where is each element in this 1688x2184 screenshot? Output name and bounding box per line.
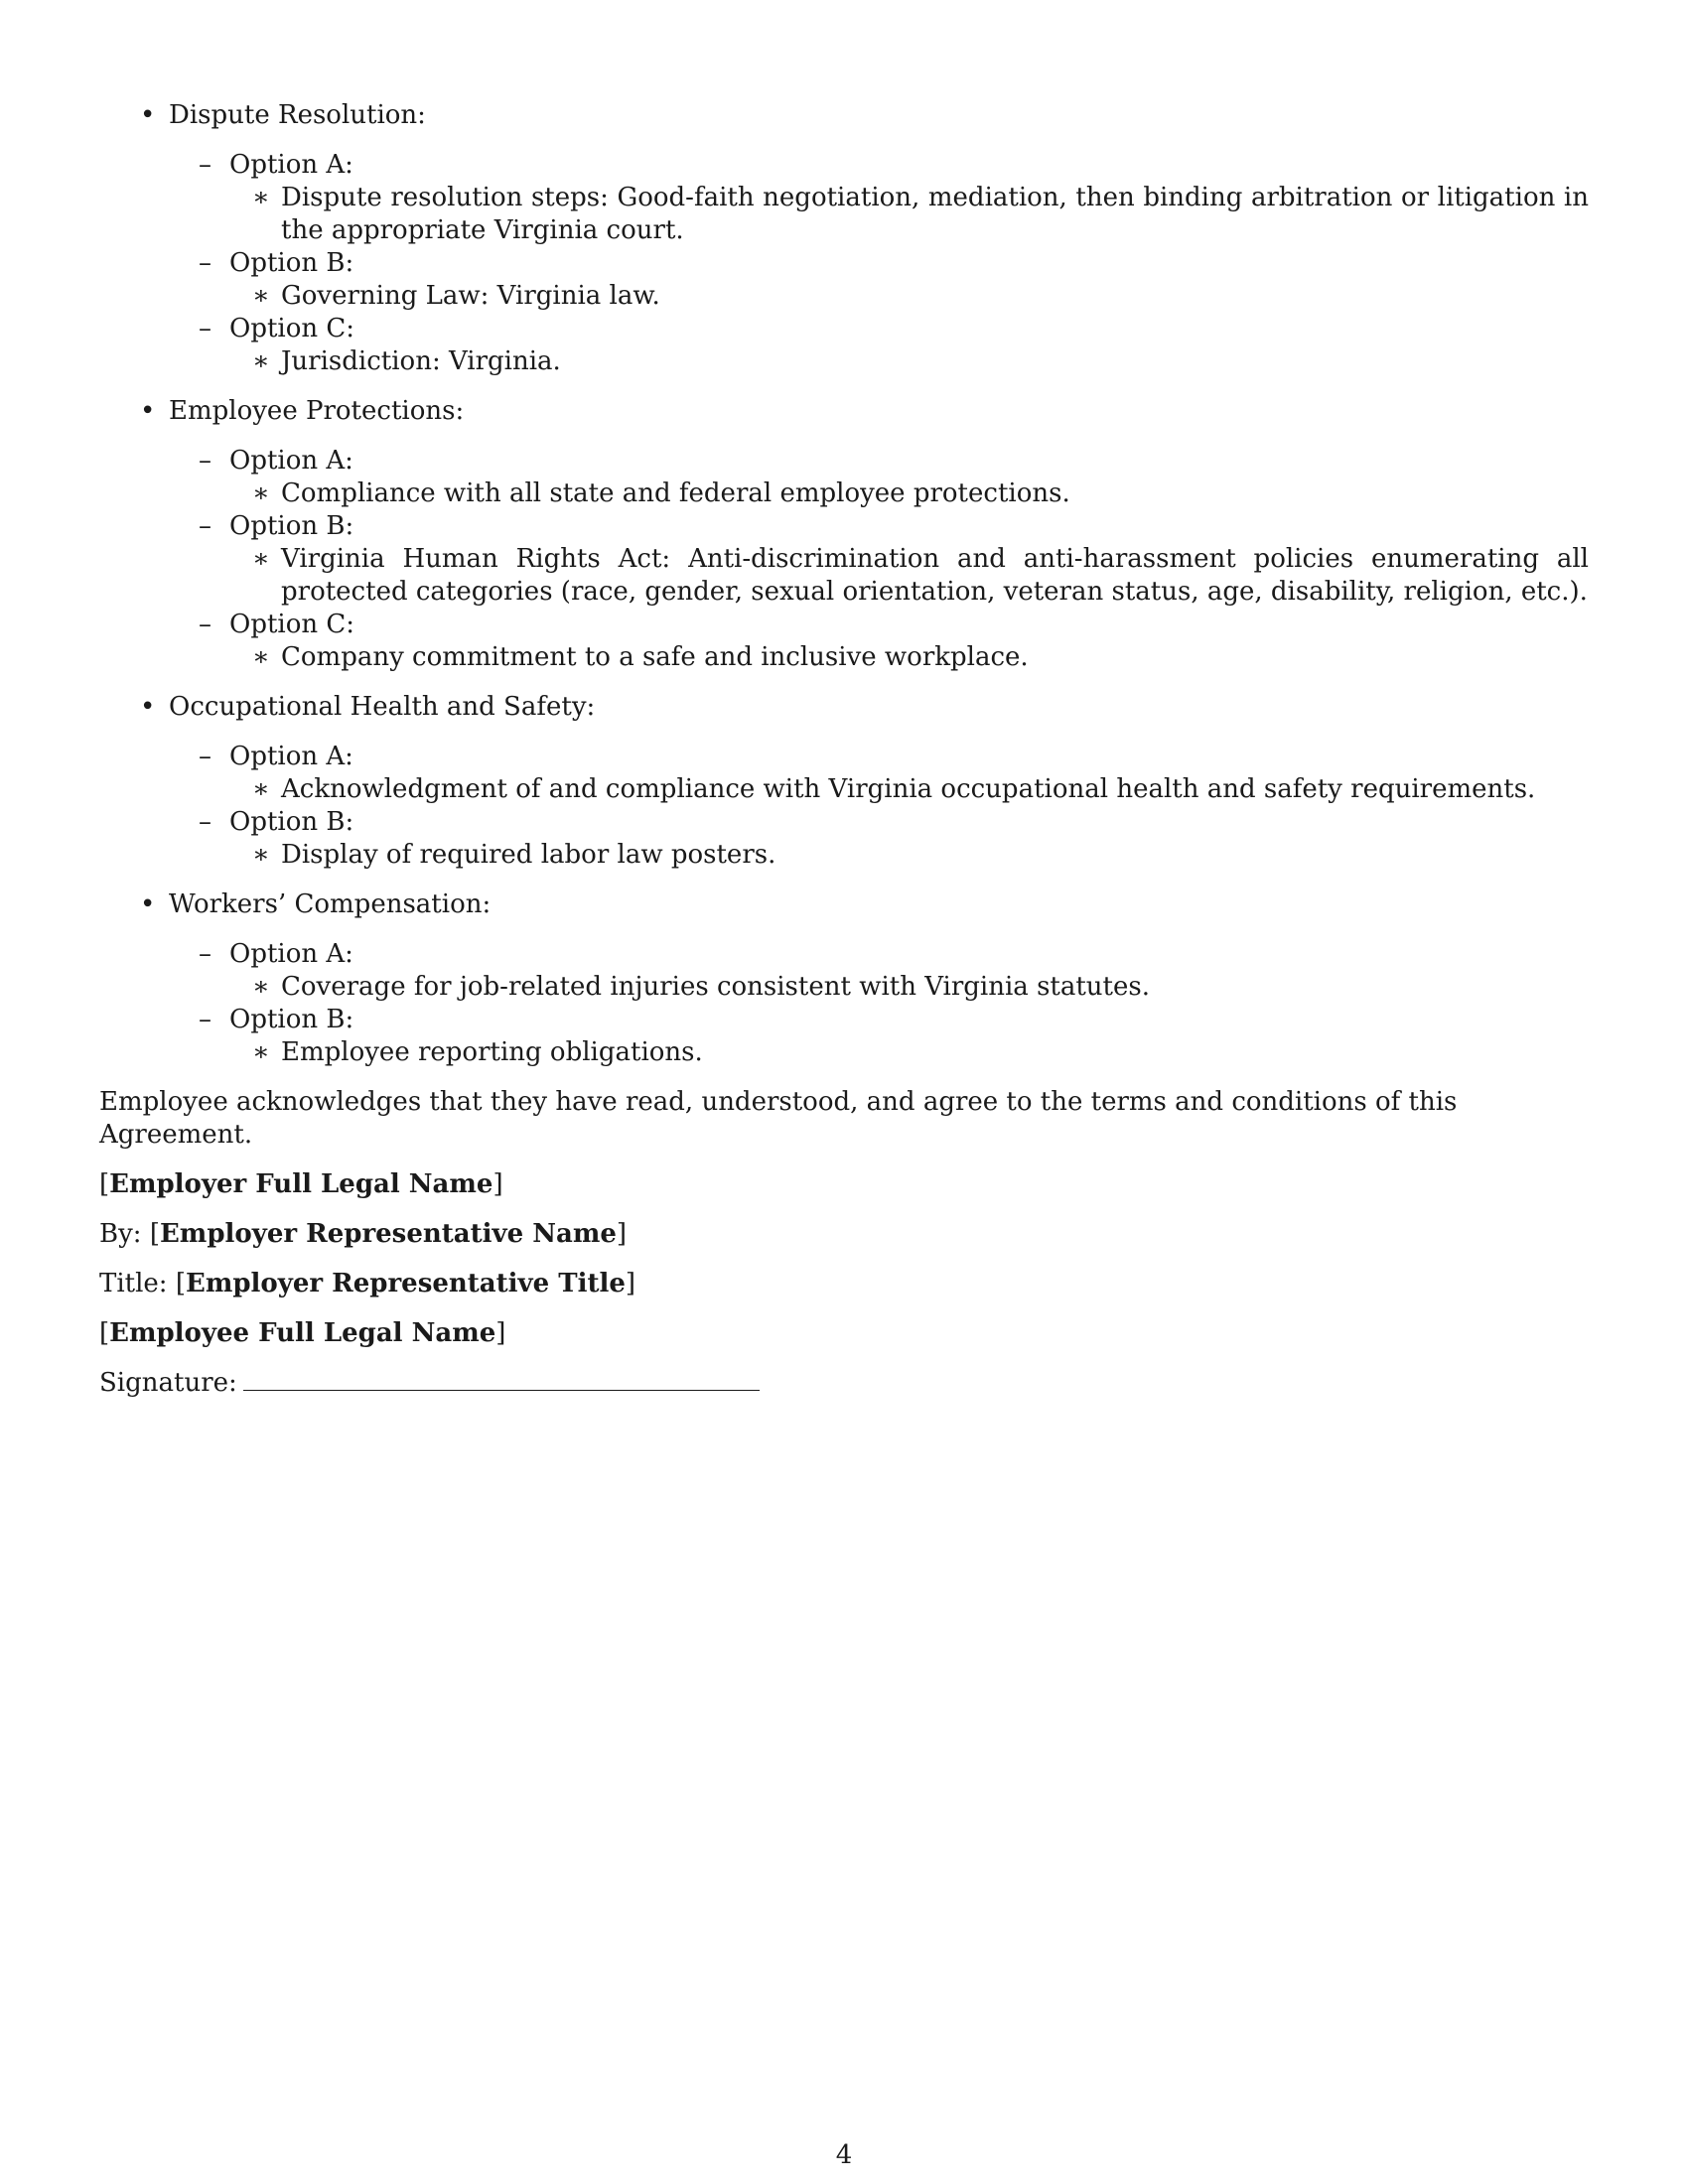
title-line: Title: [Employer Representative Title] — [99, 1269, 636, 1298]
option-item — [169, 510, 1589, 609]
section-item — [99, 395, 1589, 674]
page-number: 4 — [835, 2140, 853, 2170]
asterisk-icon: ∗ — [252, 478, 270, 508]
section-title: Workers’ Compensation: — [169, 889, 492, 919]
dash-icon: – — [199, 150, 211, 180]
option-item — [169, 609, 1589, 674]
point-item — [229, 773, 1589, 806]
dash-icon: – — [199, 314, 211, 343]
point-text: Jurisdiction: Virginia. — [281, 346, 561, 376]
option-label: Option A: — [229, 939, 353, 969]
point-list — [229, 345, 1589, 378]
option-item — [169, 938, 1589, 1004]
bullet-icon: • — [140, 396, 156, 426]
point-text: Display of required labor law posters. — [281, 840, 776, 870]
asterisk-icon: ∗ — [252, 544, 270, 574]
option-label: Option B: — [229, 511, 354, 541]
option-label: Option A: — [229, 150, 353, 180]
point-item — [229, 345, 1589, 378]
option-list — [169, 938, 1589, 1069]
representative-title-placeholder: Employer Representative Title — [186, 1269, 626, 1298]
bullet-icon: • — [140, 100, 156, 130]
dash-icon: – — [199, 511, 211, 541]
point-item — [229, 182, 1589, 247]
point-list — [229, 839, 1589, 872]
by-line: By: [Employer Representative Name] — [99, 1219, 628, 1249]
dash-icon: – — [199, 610, 211, 639]
employee-name-placeholder: Employee Full Legal Name — [109, 1318, 496, 1348]
option-item — [169, 247, 1589, 313]
option-label: Option C: — [229, 610, 355, 639]
point-list — [229, 182, 1589, 247]
option-item — [169, 149, 1589, 247]
point-list — [229, 971, 1589, 1004]
option-list — [169, 741, 1589, 872]
point-text: Company commitment to a safe and inclusive workplace. — [281, 642, 1029, 672]
bullet-icon: • — [140, 889, 156, 919]
point-item — [229, 641, 1589, 674]
section-item — [99, 888, 1589, 1069]
asterisk-icon: ∗ — [252, 281, 270, 311]
dash-icon: – — [199, 742, 211, 771]
point-text: Governing Law: Virginia law. — [281, 281, 660, 311]
dash-icon: – — [199, 1005, 211, 1034]
point-item — [229, 280, 1589, 313]
option-item — [169, 445, 1589, 510]
point-list — [229, 478, 1589, 510]
dash-icon: – — [199, 446, 211, 476]
section-item — [99, 691, 1589, 872]
point-text: Acknowledgment of and compliance with Virginia occupational health and safety requirements. — [281, 774, 1536, 804]
acknowledgment-text: Employee acknowledges that they have read, understood, and agree to the terms and conditions of this Agreement. — [99, 1087, 1458, 1150]
by-label: By: — [99, 1219, 142, 1249]
bullet-icon: • — [140, 692, 156, 722]
section-title: Occupational Health and Safety: — [169, 692, 596, 722]
dash-icon: – — [199, 248, 211, 278]
point-item — [229, 478, 1589, 510]
dash-icon: – — [199, 939, 211, 969]
option-label: Option A: — [229, 742, 353, 771]
asterisk-icon: ∗ — [252, 972, 270, 1002]
point-text: Coverage for job-related injuries consistent with Virginia statutes. — [281, 972, 1150, 1002]
point-list — [229, 280, 1589, 313]
signature-blank[interactable] — [243, 1368, 760, 1391]
option-label: Option B: — [229, 807, 354, 837]
employee-name-line: [Employee Full Legal Name] — [99, 1318, 506, 1348]
option-label: Option B: — [229, 1005, 354, 1034]
asterisk-icon: ∗ — [252, 774, 270, 804]
document-body — [99, 99, 1589, 1417]
asterisk-icon: ∗ — [252, 1037, 270, 1067]
point-item — [229, 1036, 1589, 1069]
option-item — [169, 1004, 1589, 1069]
option-item — [169, 313, 1589, 378]
option-list — [169, 149, 1589, 378]
representative-name-placeholder: Employer Representative Name — [159, 1219, 617, 1249]
option-item — [169, 806, 1589, 872]
signature-line — [99, 1367, 1589, 1400]
option-label: Option C: — [229, 314, 355, 343]
section-list — [99, 99, 1589, 1069]
asterisk-icon: ∗ — [252, 346, 270, 376]
section-item — [99, 99, 1589, 378]
section-title: Employee Protections: — [169, 396, 465, 426]
point-item — [229, 543, 1589, 609]
asterisk-icon: ∗ — [252, 840, 270, 870]
point-text: Employee reporting obligations. — [281, 1037, 703, 1067]
asterisk-icon: ∗ — [252, 183, 270, 212]
point-list — [229, 1036, 1589, 1069]
employer-name-line: [Employer Full Legal Name] — [99, 1169, 503, 1199]
point-text: Virginia Human Rights Act: Anti-discrimination and anti-harassment policies enumerating all protected categories (race, gender, sexual orientation, veteran status, age, disability, religion, etc.). — [281, 544, 1589, 607]
option-list — [169, 445, 1589, 674]
title-label: Title: — [99, 1269, 168, 1298]
signature-label: Signature: — [99, 1368, 237, 1398]
point-text: Compliance with all state and federal employee protections. — [281, 478, 1070, 508]
point-item — [229, 971, 1589, 1004]
point-list — [229, 543, 1589, 609]
point-list — [229, 773, 1589, 806]
dash-icon: – — [199, 807, 211, 837]
employer-name-placeholder: Employer Full Legal Name — [109, 1169, 493, 1199]
point-list — [229, 641, 1589, 674]
option-label: Option B: — [229, 248, 354, 278]
section-title: Dispute Resolution: — [169, 100, 426, 130]
option-item — [169, 741, 1589, 806]
point-item — [229, 839, 1589, 872]
asterisk-icon: ∗ — [252, 642, 270, 672]
point-text: Dispute resolution steps: Good-faith negotiation, mediation, then binding arbitration or litigation in the appropriate Virginia court. — [281, 183, 1589, 245]
option-label: Option A: — [229, 446, 353, 476]
